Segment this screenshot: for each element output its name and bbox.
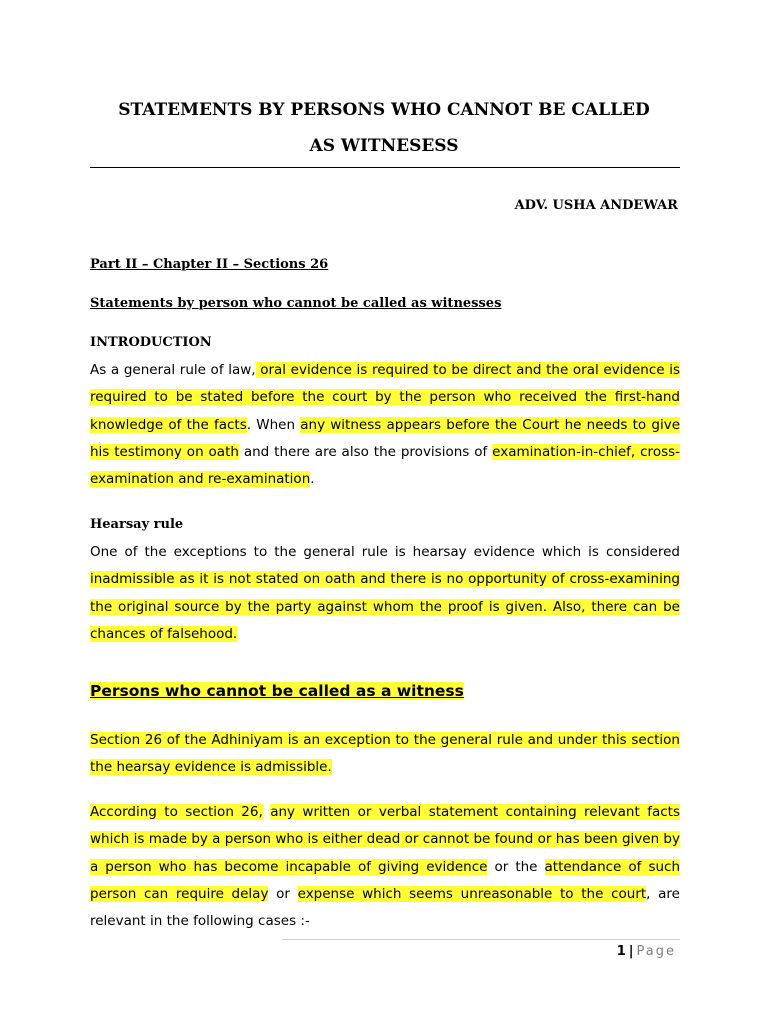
page-label: Page xyxy=(636,944,676,959)
hearsay-heading: Hearsay rule xyxy=(90,517,184,532)
introduction-heading: INTRODUCTION xyxy=(90,335,212,350)
footer-divider xyxy=(282,939,680,940)
intro-text-3: and there are also the provisions of xyxy=(238,443,493,460)
intro-highlight-2: any witness appears before the Court he needs to give his testimony on oath xyxy=(90,416,681,460)
according-text-4: , are relevant in the following cases :- xyxy=(90,885,680,930)
according-highlight-1: According to section 26, xyxy=(90,804,263,820)
according-highlight-3: attendance of such person can require delay xyxy=(90,858,681,902)
page-number: 1 xyxy=(616,944,626,959)
author-name: ADV. USHA ANDEWAR xyxy=(514,198,678,213)
intro-highlight-1: oral evidence is required to be direct and the oral evidence is required to be stated before the court by the person who received the first-hand knowledge of the facts xyxy=(90,362,681,433)
title-line-2: AS WITNESESS xyxy=(309,136,459,156)
introduction-paragraph xyxy=(90,357,680,493)
according-highlight-2: any written or verbal statement containing relevant facts which is made by a person who is either dead or cannot be found or has been given by a person who has become incapable of giving evidence xyxy=(90,804,680,875)
intro-highlight-3: examination-in-chief, cross-examination and re-examination xyxy=(90,443,681,488)
part-heading: Part II – Chapter II – Sections 26 xyxy=(90,257,329,272)
hearsay-text-1: One of the exceptions to the general rule is hearsay evidence which is considered xyxy=(90,544,680,560)
document-title xyxy=(90,92,678,164)
intro-text-2: . When xyxy=(246,416,301,433)
footer-separator: | xyxy=(628,944,634,959)
according-highlight-4: expense which seems unreasonable to the court xyxy=(297,885,647,902)
intro-text-4: . xyxy=(310,471,315,488)
hearsay-highlight: inadmissible as it is not stated on oath and there is no opportunity of cross-examining the original source by the party against whom the proof is given. Also, there can be chances of falsehood. xyxy=(90,571,680,642)
intro-text-1: As a general rule of law, xyxy=(90,362,256,378)
according-text-2: or the xyxy=(487,858,545,875)
section-26-highlight: Section 26 of the Adhiniyam is an exception to the general rule and under this section the hearsay evidence is admissible. xyxy=(90,732,680,776)
hearsay-paragraph xyxy=(90,539,680,648)
title-divider xyxy=(90,167,680,168)
section-heading-text: Persons who cannot be called as a witness xyxy=(90,682,464,700)
page-footer xyxy=(617,943,676,961)
according-paragraph xyxy=(90,799,680,935)
according-text-3: or xyxy=(268,885,298,902)
title-line-1: STATEMENTS BY PERSONS WHO CANNOT BE CALLED xyxy=(118,100,650,120)
section-heading xyxy=(90,680,464,702)
section-26-paragraph xyxy=(90,727,680,782)
sub-heading: Statements by person who cannot be called as witnesses xyxy=(90,296,502,311)
